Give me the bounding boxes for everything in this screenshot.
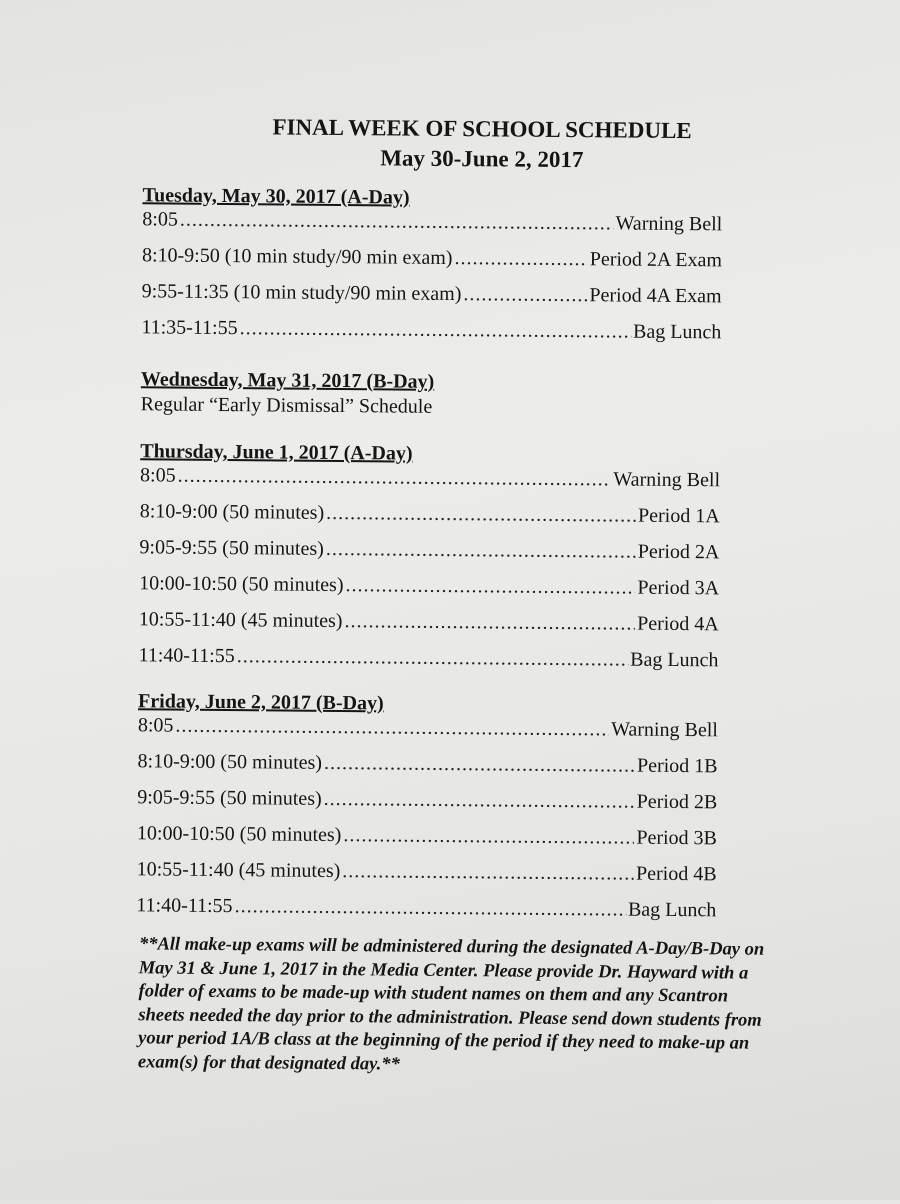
dot-leader <box>178 464 612 492</box>
entry-event: Warning Bell <box>613 468 721 492</box>
entry-event: Period 2B <box>636 790 718 814</box>
document-title: FINAL WEEK OF SCHOOL SCHEDULE <box>272 114 692 144</box>
dot-leader <box>343 817 634 856</box>
dot-leader <box>240 310 632 349</box>
schedule-entry <box>137 779 717 820</box>
entry-time: 11:35-11:55 <box>141 316 238 340</box>
entry-event: Bag Lunch <box>630 648 719 672</box>
entry-time: 8:10-9:00 (50 minutes) <box>137 750 323 774</box>
dot-leader <box>234 888 626 927</box>
entry-time: 11:40-11:55 <box>138 644 235 668</box>
entry-time: 9:05-9:55 (50 minutes) <box>139 536 324 560</box>
schedule-entry <box>142 273 722 314</box>
entry-time: 8:05 <box>137 714 174 737</box>
dot-leader <box>345 567 635 606</box>
dot-leader <box>463 276 587 313</box>
title-block <box>242 112 723 176</box>
dot-leader <box>175 714 609 742</box>
document-subtitle: May 30-June 2, 2017 <box>380 145 584 173</box>
make-up-exam-note: **All make-up exams will be administered during the designated A-Day/B-Day on May 31 & June 1, 2017 in the Media Center. Please provide Dr. Hayward with a folder of exams to be made-up with student names on them and any Scantron sheets needed the day prior to the administration. Please send down students from your period 1A/B class at the beginning of the period if they need to make-up an exam(s) for that designated day.** <box>137 934 765 1075</box>
schedule-entry <box>136 851 716 892</box>
schedule-entry <box>137 743 717 784</box>
entry-time: 9:55-11:35 (10 min study/90 min exam) <box>141 280 462 306</box>
entry-event: Period 3B <box>636 826 718 850</box>
entry-time: 8:05 <box>142 208 178 231</box>
entry-time: 8:10-9:00 (50 minutes) <box>139 500 325 524</box>
dot-leader <box>454 240 588 277</box>
schedule-entry <box>142 237 722 278</box>
day-heading-friday: Friday, June 2, 2017 (B-Day) <box>138 690 384 715</box>
entry-event: Period 4A <box>637 612 719 636</box>
day-section-wednesday <box>141 367 721 422</box>
schedule-entry <box>140 493 720 534</box>
entry-time: 11:40-11:55 <box>136 894 233 918</box>
schedule-entry <box>140 463 720 492</box>
schedule-entry <box>139 565 719 606</box>
day-heading-tuesday: Tuesday, May 30, 2017 (A-Day) <box>142 184 410 209</box>
day-heading-wednesday: Wednesday, May 31, 2017 (B-Day) <box>140 368 435 393</box>
entry-time: 8:05 <box>139 464 176 487</box>
dot-leader <box>180 208 614 236</box>
schedule-entry <box>142 207 722 236</box>
entry-time: 9:05-9:55 (50 minutes) <box>137 786 322 810</box>
schedule-entry <box>139 601 719 642</box>
entry-time: 10:00-10:50 (50 minutes) <box>139 572 344 597</box>
day-section-tuesday <box>141 183 722 350</box>
wednesday-schedule-text: Regular “Early Dismissal” Schedule <box>140 393 433 418</box>
schedule-entry <box>139 529 719 570</box>
dot-leader <box>324 781 635 820</box>
entry-event: Period 2A <box>637 540 720 564</box>
entry-time: 10:55-11:40 (45 minutes) <box>136 858 341 883</box>
entry-event: Warning Bell <box>615 212 723 236</box>
dot-leader <box>344 603 635 642</box>
entry-event: Period 1B <box>636 754 718 778</box>
entry-event: Period 4A Exam <box>589 284 722 308</box>
dot-leader <box>324 745 635 784</box>
entry-event: Warning Bell <box>611 718 718 742</box>
entry-event: Period 2A Exam <box>589 248 723 272</box>
day-section-friday <box>136 689 718 928</box>
schedule-entry <box>137 815 717 856</box>
schedule-body <box>136 183 723 940</box>
day-section-thursday <box>138 439 720 678</box>
dot-leader <box>326 495 636 534</box>
day-heading-thursday: Thursday, June 1, 2017 (A-Day) <box>140 440 413 465</box>
schedule-entry <box>138 713 718 742</box>
entry-time: 10:55-11:40 (45 minutes) <box>138 608 343 633</box>
dot-leader <box>326 531 636 570</box>
schedule-entry <box>141 309 721 350</box>
entry-time: 8:10-9:50 (10 min study/90 min exam) <box>141 244 453 270</box>
entry-event: Period 3A <box>637 576 720 600</box>
entry-time: 10:00-10:50 (50 minutes) <box>136 822 342 847</box>
entry-event: Bag Lunch <box>627 898 717 922</box>
dot-leader <box>237 638 629 677</box>
entry-event: Period 4B <box>635 862 717 886</box>
schedule-entry <box>136 887 716 928</box>
dot-leader <box>342 853 634 892</box>
entry-event: Period 1A <box>637 504 720 528</box>
entry-event: Bag Lunch <box>632 320 722 344</box>
schedule-entry <box>138 637 718 678</box>
